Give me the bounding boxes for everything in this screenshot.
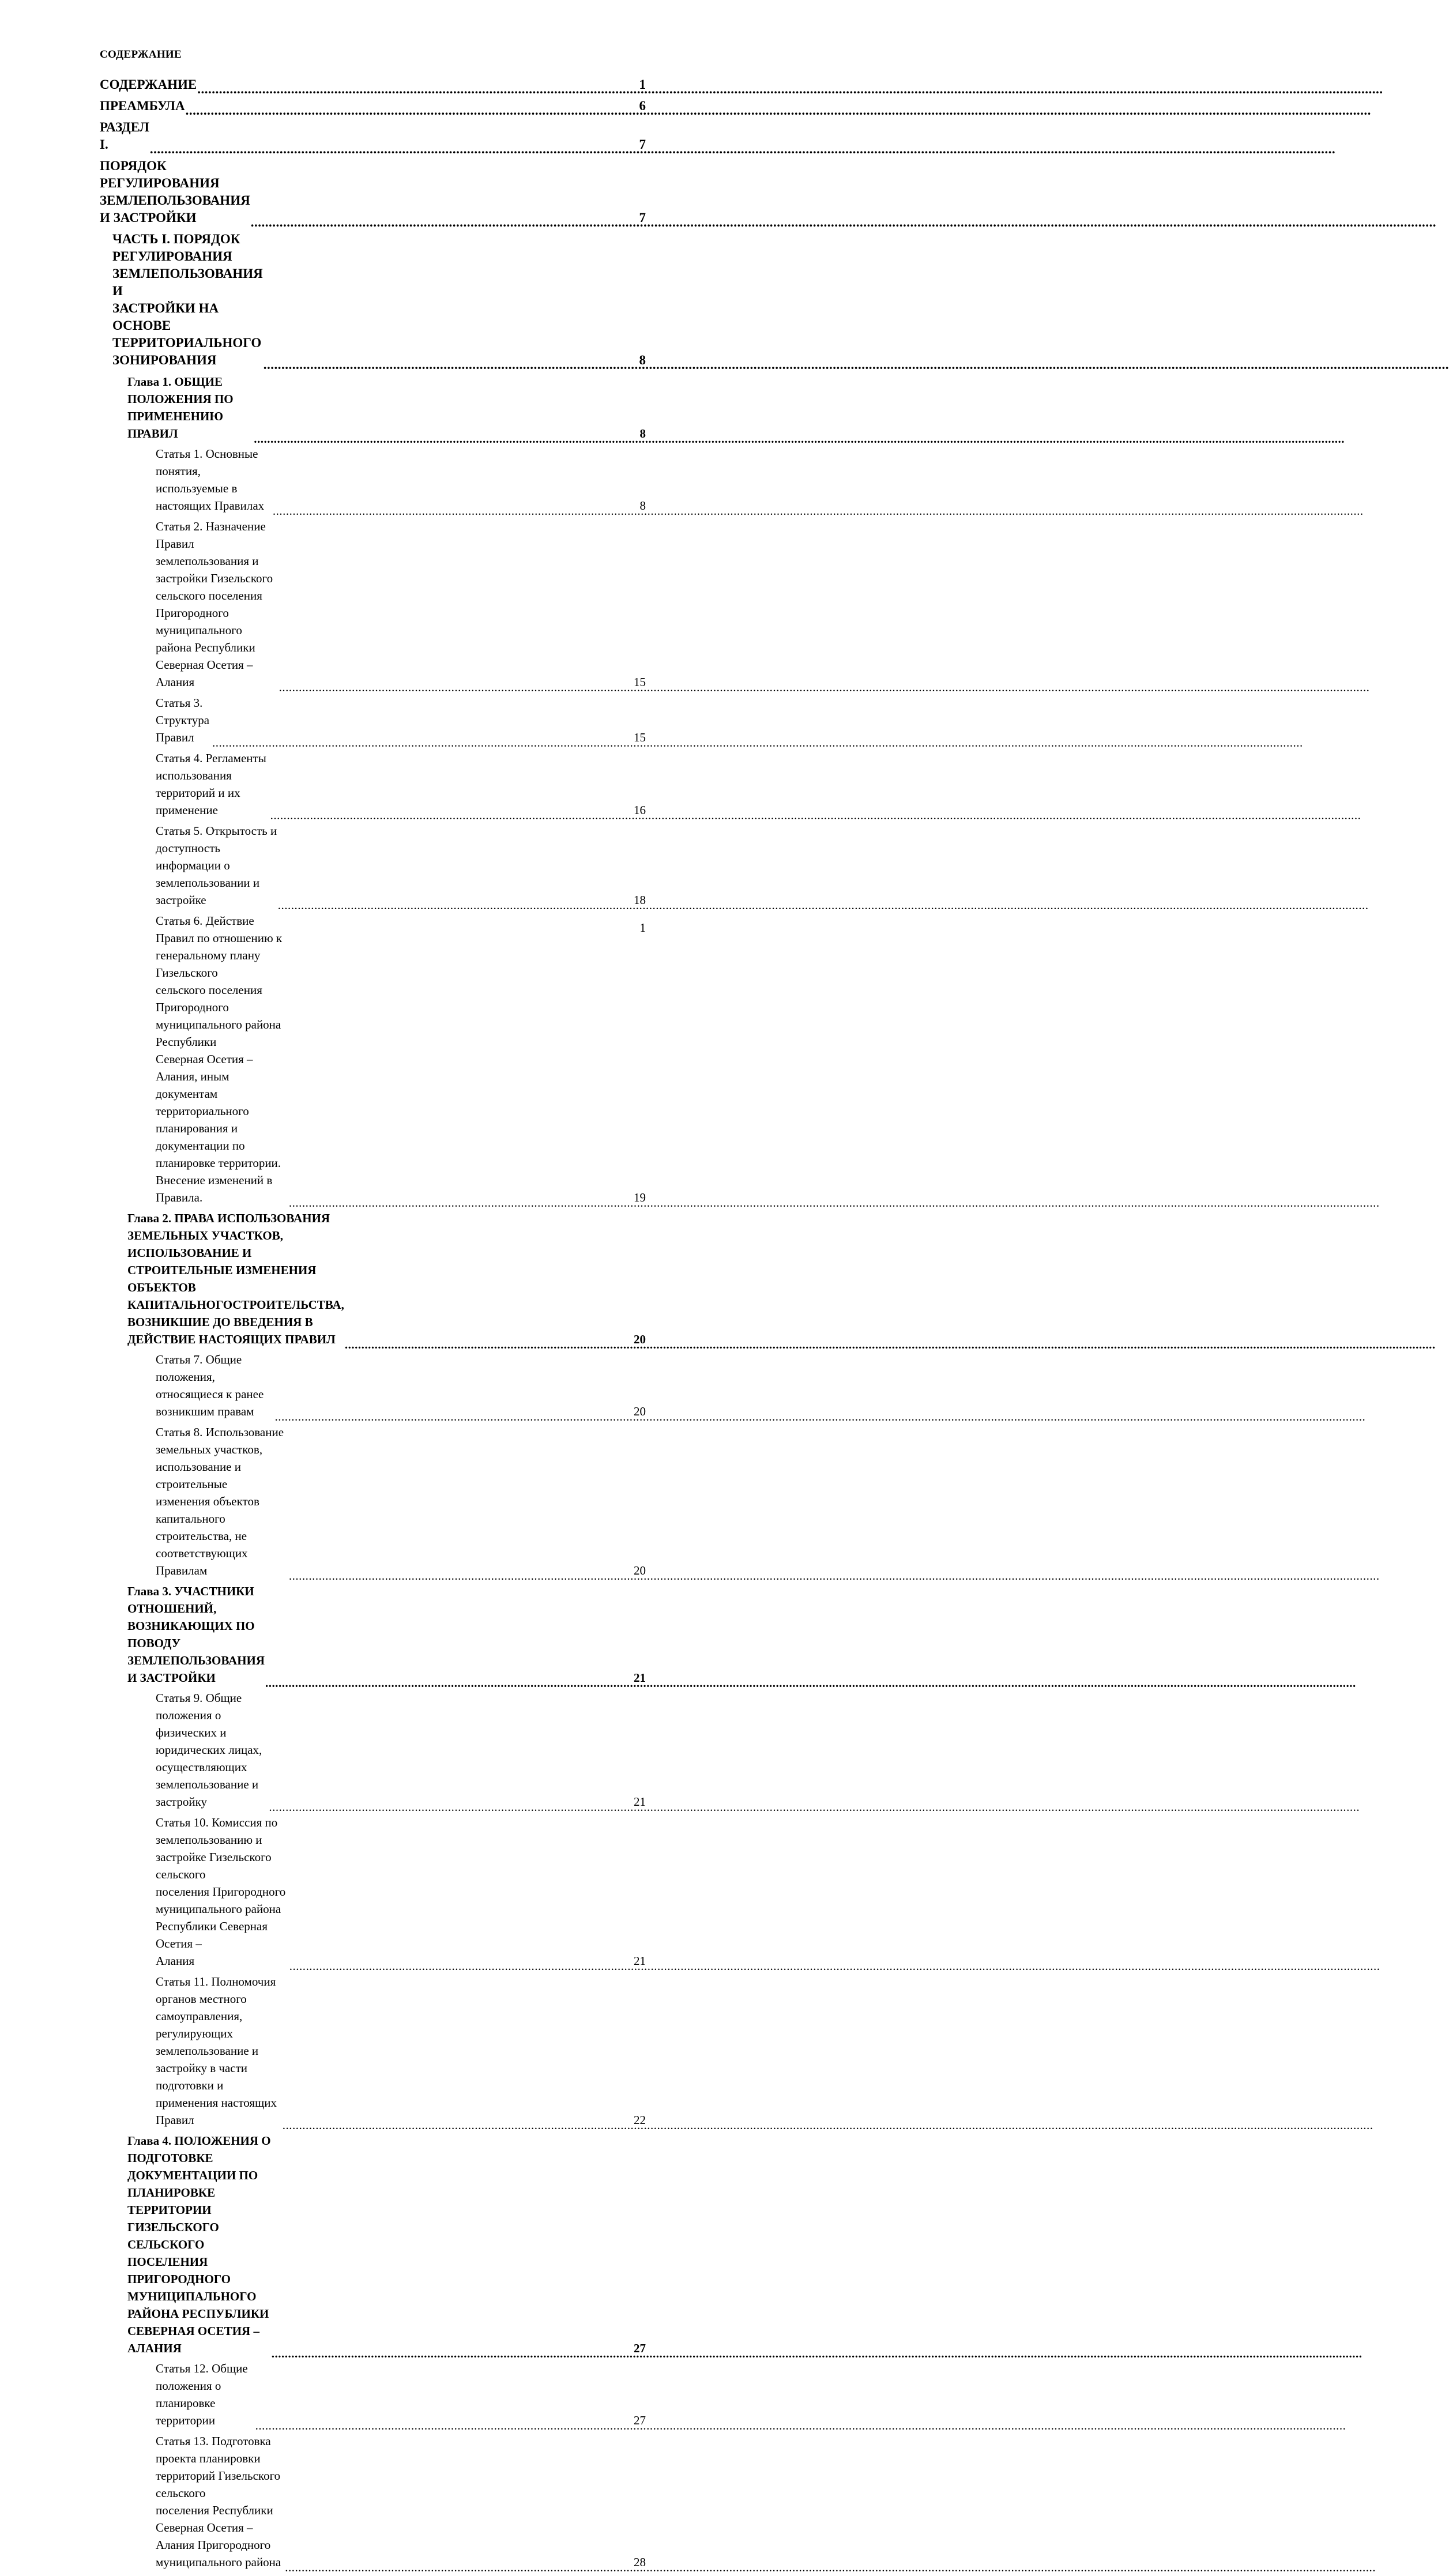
toc-entry-title: Статья 5. Открытость и доступность информации о землепользовании и застройке [156, 824, 277, 907]
toc-entry[interactable] [156, 694, 646, 746]
toc-dot-leader [150, 141, 639, 153]
toc-entry-page: 18 [634, 893, 646, 907]
toc-dot-leader [278, 897, 633, 909]
toc-entry-title: Статья 13. Подготовка проекта планировки территорий Гизельского сельского поселения Республики Северная Осетия – Алания Пригородного муниципального района [156, 2434, 281, 2569]
toc-entry-page: 27 [634, 2413, 646, 2427]
toc-dot-leader [265, 1674, 633, 1686]
toc-dot-leader [269, 1798, 633, 1810]
toc-entry-page: 7 [639, 210, 646, 225]
toc-dot-leader [270, 807, 633, 819]
toc-entry-title: Глава 2. ПРАВА ИСПОЛЬЗОВАНИЯ ЗЕМЕЛЬНЫХ УЧАСТКОВ, ИСПОЛЬЗОВАНИЕ И СТРОИТЕЛЬНЫЕ ИЗМЕНЕНИЯ ОБЪЕКТОВ КАПИТАЛЬНОГОСТРОИТЕЛЬСТВА, ВОЗНИКШИЕ ДО ВВЕДЕНИЯ В ДЕЙСТВИЕ НАСТОЯЩИХ ПРАВИЛ [127, 1211, 344, 1346]
page-number: 1 [639, 921, 646, 935]
toc-dot-leader [212, 734, 633, 746]
toc-entry-title: Статья 4. Регламенты использования территорий и их применение [156, 751, 266, 817]
table-of-contents [100, 76, 646, 2574]
toc-entry-title: СОДЕРЖАНИЕ [100, 77, 197, 92]
toc-entry-title: ПОРЯДОК РЕГУЛИРОВАНИЯ ЗЕМЛЕПОЛЬЗОВАНИЯ И ЗАСТРОЙКИ [100, 159, 250, 225]
toc-entry[interactable] [100, 76, 646, 93]
toc-entry[interactable] [156, 912, 646, 1206]
toc-entry[interactable] [100, 97, 646, 115]
toc-entry-page: 21 [634, 1954, 646, 1968]
toc-entry-page: 21 [634, 1795, 646, 1809]
toc-entry-title: Глава 3. УЧАСТНИКИ ОТНОШЕНИЙ, ВОЗНИКАЮЩИХ ПО ПОВОДУ ЗЕМЛЕПОЛЬЗОВАНИЯ И ЗАСТРОЙКИ [127, 1584, 265, 1685]
toc-entry[interactable] [156, 2432, 646, 2571]
toc-dot-leader [275, 1408, 633, 1420]
toc-entry[interactable] [112, 231, 646, 369]
toc-dot-leader [255, 2417, 633, 2429]
toc-entry-page: 21 [634, 1671, 646, 1685]
toc-entry-title: Статья 10. Комиссия по землепользованию и застройке Гизельского сельского поселения Пригородного муниципального района Республики Северная Осетия – Алания [156, 1816, 286, 1968]
toc-entry[interactable] [100, 157, 646, 227]
toc-entry-page: 15 [634, 730, 646, 744]
toc-entry-page: 8 [639, 427, 646, 440]
toc-entry-page: 6 [639, 99, 646, 113]
toc-entry-page: 8 [639, 353, 646, 367]
toc-entry[interactable] [156, 1351, 646, 1420]
toc-dot-leader [283, 2116, 633, 2129]
toc-entry-page: 8 [639, 499, 646, 513]
toc-entry-title: Статья 2. Назначение Правил землепользования и застройки Гизельского сельского поселения Пригородного муниципального района Республики Северная Осетия – Алания [156, 519, 273, 689]
toc-dot-leader [186, 102, 639, 115]
toc-entry-page: 20 [634, 1564, 646, 1577]
toc-dot-leader [251, 214, 639, 227]
toc-entry[interactable] [156, 1689, 646, 1810]
toc-entry[interactable] [100, 119, 646, 153]
toc-dot-leader [272, 2345, 633, 2357]
toc-dot-leader [289, 1194, 633, 1206]
toc-entry[interactable] [156, 1423, 646, 1579]
toc-entry-title: ЧАСТЬ I. ПОРЯДОК РЕГУЛИРОВАНИЯ ЗЕМЛЕПОЛЬЗОВАНИЯ И ЗАСТРОЙКИ НА ОСНОВЕ ТЕРРИТОРИАЛЬНОГО ЗОНИРОВАНИЯ [112, 232, 263, 367]
toc-entry-title: Глава 1. ОБЩИЕ ПОЛОЖЕНИЯ ПО ПРИМЕНЕНИЮ ПРАВИЛ [127, 375, 234, 440]
toc-entry[interactable] [156, 822, 646, 909]
toc-entry-page: 28 [634, 2555, 646, 2569]
toc-heading: СОДЕРЖАНИЕ [100, 48, 182, 61]
toc-dot-leader [254, 430, 639, 442]
toc-entry-title: Статья 3. Структура Правил [156, 696, 210, 744]
toc-dot-leader [279, 679, 633, 691]
toc-entry-page: 20 [634, 1404, 646, 1418]
toc-entry[interactable] [156, 518, 646, 691]
toc-entry-page: 7 [639, 137, 646, 152]
toc-entry[interactable] [156, 445, 646, 514]
toc-entry-page: 20 [634, 1332, 646, 1346]
toc-entry-title: Статья 9. Общие положения о физических и юридических лицах, осуществляющих землепользование и застройку [156, 1691, 262, 1809]
toc-entry-title: РАЗДЕЛ I. [100, 120, 149, 152]
toc-entry-page: 15 [634, 675, 646, 689]
toc-entry[interactable] [127, 1210, 646, 1348]
toc-entry[interactable] [127, 1583, 646, 1686]
toc-entry-title: Статья 6. Действие Правил по отношению к генеральному плану Гизельского сельского поселения Пригородного муниципального района Республики Северная Осетия – Алания, иным документам территориального планирования и документации по планировке территории. Внесение изменений в Правила. [156, 914, 283, 1204]
toc-entry[interactable] [156, 1973, 646, 2129]
toc-entry-page: 19 [634, 1191, 646, 1204]
toc-entry-page: 27 [634, 2341, 646, 2355]
toc-dot-leader [345, 1336, 633, 1348]
toc-dot-leader [285, 2559, 633, 2571]
toc-dot-leader [197, 81, 638, 93]
toc-entry-title: Статья 8. Использование земельных участков, использование и строительные изменения объектов капитального строительства, не соответствующих Правилам [156, 1425, 284, 1577]
toc-entry[interactable] [156, 750, 646, 819]
toc-entry-title: ПРЕАМБУЛА [100, 99, 185, 113]
toc-entry-page: 1 [639, 77, 646, 92]
toc-entry-title: Статья 11. Полномочия органов местного самоуправления, регулирующих землепользование и застройку в части подготовки и применения настоящих Правил [156, 1975, 277, 2127]
toc-entry-title: Статья 1. Основные понятия, используемые в настоящих Правилах [156, 447, 265, 513]
toc-entry[interactable] [127, 2132, 646, 2357]
toc-entry[interactable] [127, 373, 646, 442]
toc-entry-page: 22 [634, 2113, 646, 2127]
toc-entry-title: Статья 12. Общие положения о планировке территории [156, 2362, 248, 2427]
toc-dot-leader [273, 502, 639, 514]
toc-entry-title: Статья 7. Общие положения, относящиеся к ранее возникшим правам [156, 1353, 264, 1418]
toc-entry[interactable] [156, 2360, 646, 2429]
toc-dot-leader [264, 356, 639, 369]
toc-entry-title: Глава 4. ПОЛОЖЕНИЯ О ПОДГОТОВКЕ ДОКУМЕНТАЦИИ ПО ПЛАНИРОВКЕ ТЕРРИТОРИИ ГИЗЕЛЬСКОГО СЕЛЬСКОГО ПОСЕЛЕНИЯ ПРИГОРОДНОГО МУНИЦИПАЛЬНОГО РАЙОНА РЕСПУБЛИКИ СЕВЕРНАЯ ОСЕТИЯ – АЛАНИЯ [127, 2134, 271, 2355]
toc-entry[interactable] [156, 1814, 646, 1969]
toc-entry-page: 16 [634, 803, 646, 817]
toc-dot-leader [289, 1567, 633, 1579]
toc-dot-leader [289, 1957, 633, 1969]
